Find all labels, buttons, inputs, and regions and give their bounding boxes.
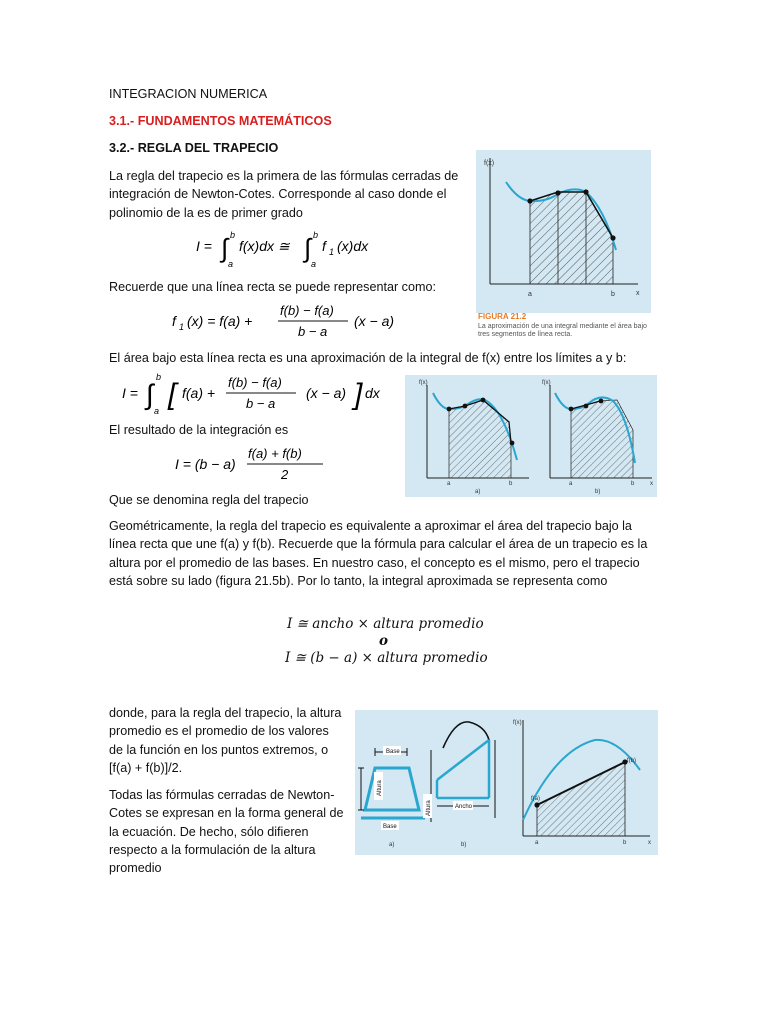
fig3-ylabel: f(x) [513, 720, 522, 726]
fig2-xlabel: x [650, 481, 653, 487]
svg-text:f: f [322, 238, 326, 254]
fig2-sub-a: a) [475, 489, 481, 495]
paragraph-geometricamente: Geométricamente, la regla del trapecio es equivalente a aproximar el área del trapecio bajo la línea recta que une f(a) y f(b). Recuerde que la fórmula para calcular el área de un trapecio es la altura por el promedio de las bases. En nuestro caso, el concepto es el mismo, pero el trapecio está sobre su lado (figura 21.5b). Por lo tanto, la integral aproximada se representa como [109, 519, 648, 588]
figure-trapezoid-geometry-graphic [355, 710, 658, 855]
svg-text:1: 1 [329, 247, 335, 257]
paragraph-denomina: Que se denomina regla del trapecio [109, 493, 309, 507]
fig2-tick-b-right: b [631, 481, 635, 487]
figure-21-2-caption [478, 313, 658, 340]
svg-text:[: [ [168, 378, 177, 411]
svg-text:∫: ∫ [146, 379, 154, 410]
fig3-sub-b: b) [461, 842, 467, 848]
fig2-tick-b-left: b [509, 481, 513, 487]
fig3-tick-b: b [623, 840, 627, 846]
svg-text:I =: I = [122, 385, 138, 401]
svg-text:b: b [230, 230, 236, 240]
svg-text:f: f [172, 313, 176, 329]
fig3-altura-left: Altura [377, 780, 383, 796]
equation-ancho-altura: I ≅ ancho × altura promedio [287, 616, 484, 632]
fig3-base-top: Base [386, 749, 400, 755]
svg-text:b − a: b − a [298, 324, 328, 339]
fig2-tick-a-right: a [569, 481, 573, 487]
svg-text:f(b) − f(a): f(b) − f(a) [228, 375, 282, 390]
svg-text:b: b [156, 372, 162, 382]
figure-21-2-caption-text: La aproximación de una integral mediante el área bajo tres segmentos de línea recta. [478, 322, 647, 338]
svg-text:a: a [154, 406, 160, 416]
svg-text:(x)dx: (x)dx [337, 238, 369, 254]
equation-linea-recta [172, 302, 412, 346]
fig2-ylabel-left: f(x) [419, 380, 428, 386]
section-heading-trapecio: 3.2.- REGLA DEL TRAPECIO [109, 141, 279, 155]
fig1-tick-a: a [528, 291, 532, 298]
equation-base-altura: I ≅ (b − a) × altura promedio [285, 650, 488, 666]
fig2-ylabel-right: f(x) [542, 380, 551, 386]
fig3-fb: f(b) [627, 758, 636, 764]
paragraph-intro: La regla del trapecio es la primera de las fórmulas cerradas de integración de Newton-Cotes. Corresponde al caso donde el polinomio de la es de primer grado [109, 169, 459, 220]
svg-text:dx: dx [365, 385, 380, 401]
figure-21-2 [476, 150, 651, 313]
equation-o: o [379, 633, 389, 649]
svg-text:f(a) +: f(a) + [182, 385, 216, 401]
svg-text:]: ] [354, 378, 363, 411]
figure-trapecio-panels [405, 375, 657, 497]
fig1-xlabel: x [636, 290, 640, 297]
svg-text:1: 1 [179, 322, 185, 332]
equation-integral-recta [122, 372, 392, 422]
svg-text:∫: ∫ [221, 233, 229, 263]
svg-text:(x − a): (x − a) [306, 385, 347, 401]
svg-text:a: a [228, 259, 234, 269]
fig3-altura-right: Altura [426, 800, 432, 816]
fig2-tick-a-left: a [447, 481, 451, 487]
figure-trapezoid-geometry [355, 710, 658, 855]
svg-text:(x) = f(a) +: (x) = f(a) + [187, 313, 253, 329]
fig3-sub-a: a) [389, 842, 395, 848]
fig3-tick-a: a [535, 840, 539, 846]
svg-text:f(a) + f(b): f(a) + f(b) [248, 446, 302, 461]
fig1-ylabel: f(x) [484, 160, 495, 167]
fig3-ancho: Ancho [455, 804, 473, 810]
svg-text:2: 2 [281, 467, 289, 482]
svg-text:(x − a): (x − a) [354, 313, 395, 329]
paragraph-newton-cotes: Todas las fórmulas cerradas de Newton-Cotes se expresan en la forma general de la ecuación. De hecho, sólo difieren respecto a la formulación de la altura promedio [109, 788, 344, 876]
fig2-sub-b: b) [595, 489, 601, 495]
document-title: INTEGRACION NUMERICA [109, 87, 268, 101]
equation-trapecio [175, 446, 335, 490]
fig3-xlabel: x [648, 840, 651, 846]
equation-integral-approx-svg [196, 231, 396, 271]
section-heading-fundamentos: 3.1.- FUNDAMENTOS MATEMÁTICOS [109, 114, 332, 128]
svg-text:∫: ∫ [304, 233, 312, 263]
svg-text:f(x)dx ≅: f(x)dx ≅ [239, 238, 290, 254]
figure-trapecio-panels-graphic [405, 375, 657, 497]
svg-text:b − a: b − a [246, 396, 276, 411]
equation-integral-recta-svg [122, 372, 392, 418]
equation-linea-recta-svg [172, 302, 412, 342]
svg-text:a: a [311, 259, 317, 269]
fig3-fa: f(a) [531, 796, 540, 802]
fig3-base-bottom: Base [383, 824, 397, 830]
svg-text:I = (b − a): I = (b − a) [175, 456, 236, 472]
svg-text:b: b [313, 230, 319, 240]
svg-text:I =: I = [196, 238, 212, 254]
paragraph-recta: Recuerde que una línea recta se puede representar como: [109, 280, 436, 294]
paragraph-altura-promedio: donde, para la regla del trapecio, la altura promedio es el promedio de los valores de la función en los puntos extremos, o [f(a) + f(b)]/2. [109, 706, 342, 775]
svg-text:f(b) − f(a): f(b) − f(a) [280, 303, 334, 318]
figure-21-2-graphic [476, 150, 651, 313]
equation-trapecio-svg [175, 446, 335, 486]
figure-21-2-caption-title: FIGURA 21.2 [478, 312, 527, 321]
equation-integral-approx [196, 231, 396, 275]
paragraph-area: El área bajo esta línea recta es una aproximación de la integral de f(x) entre los límites a y b: [109, 351, 627, 365]
fig1-tick-b: b [611, 291, 615, 298]
paragraph-resultado: El resultado de la integración es [109, 423, 289, 437]
